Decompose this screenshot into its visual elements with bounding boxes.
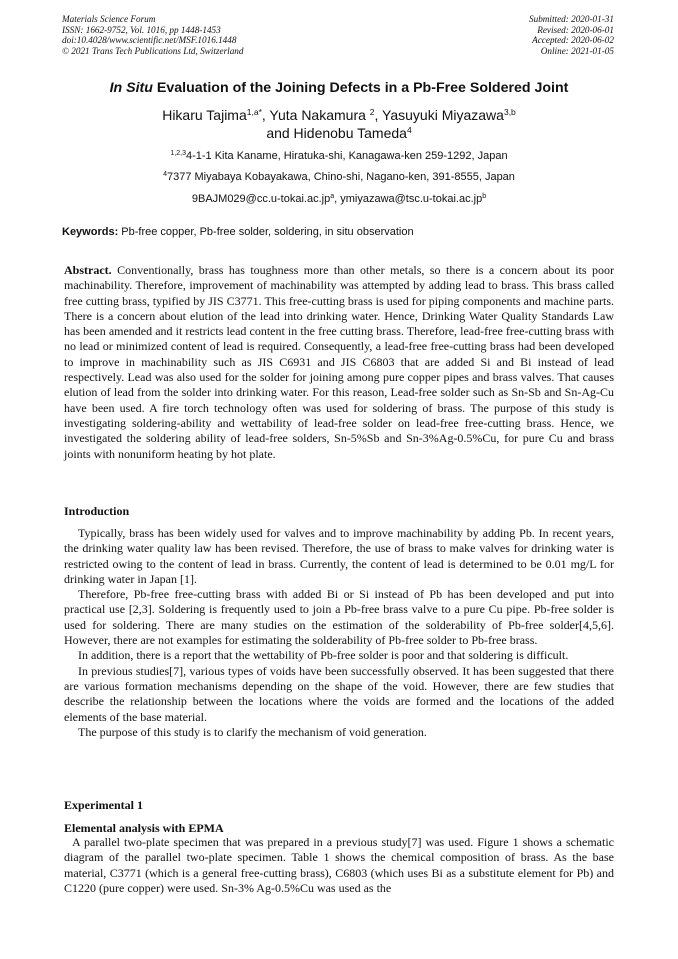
abstract [64, 263, 614, 462]
submitted-date: Submitted: 2020-01-31 [529, 14, 614, 24]
author-line-2 [40, 124, 638, 142]
affiliation-marker: 1,2,3 [170, 150, 186, 157]
keywords-text: Pb-free copper, Pb-free solder, soldering, in situ observation [118, 226, 414, 238]
affiliation-address: 4-1-1 Kita Kaname, Hiratuka-shi, Kanagawa-ken 259-1292, Japan [185, 150, 508, 162]
issn-line: ISSN: 1662-9752, Vol. 1016, pp 1448-1453 [62, 24, 221, 35]
author-marker: 4 [406, 125, 412, 135]
paragraph: In previous studies[7], various types of voids have been successfully observed. It has been suggested that there are various formation mechanisms depending on the shape of the void. However, there are few studies that describe the relationship between the locations where the voids are formed and the locations of the added elements of the base material. [64, 663, 614, 724]
author-name: , Yasuyuki Miyazawa [374, 107, 504, 123]
paper-title [40, 80, 638, 96]
author-name: Hikaru Tajima [162, 107, 247, 123]
author-line-1 [40, 106, 638, 124]
email-link[interactable]: 9BAJM029@cc.u-tokai.ac.jp [191, 193, 331, 205]
paragraph: Therefore, Pb-free free-cutting brass with added Bi or Si instead of Pb has been developed and put into practical use [2,3]. Soldering is frequently used to join a Pb-free brass valve to a pure Cu pipe. Pb-free solder is used for soldering. There are many studies on the estimation of the solderability of Pb-free solder[4,5,6]. However, there are not examples for estimating the solderability of Pb-free solder to Pb-free brass. [64, 587, 614, 648]
affiliation-1 [40, 150, 638, 162]
paragraph: A parallel two-plate specimen that was prepared in a previous study[7] was used. Figure 1 shows a schematic diagram of the parallel two-plate specimen. Table 1 shows the chemical composition of brass. As the base material, C3771 (which is a general free-cutting brass), C6803 (which uses Bi as a substitute element for Pb) and C1220 (pure copper) were used. Sn-3% Ag-0.5%Cu was used as the [64, 835, 614, 895]
paragraph: Typically, brass has been widely used for valves and to improve machinability by adding Pb. In recent years, the drinking water quality law has been revised. Therefore, the use of brass to make valves for drinking water is restricted owing to the content of lead in brass. Currently, the content of lead is determined to be 0.01 mg/L for drinking water in Japan [1]. [64, 526, 614, 586]
paragraph: The purpose of this study is to clarify the mechanism of void generation. [78, 724, 427, 739]
accepted-date: Accepted: 2020-06-02 [532, 35, 614, 46]
title-italic-part: In Situ [109, 80, 153, 96]
submission-dates [529, 14, 614, 56]
introduction-body [64, 526, 614, 740]
paragraph: In addition, there is a report that the wettability of Pb-free solder is poor and that soldering is difficult. [78, 648, 569, 663]
abstract-label: Abstract. [64, 263, 112, 277]
epma-subheading: Elemental analysis with EPMA [64, 821, 224, 835]
affiliation-address: 7377 Miyabaya Kobayakawa, Chino-shi, Nagano-ken, 391-8555, Japan [166, 171, 515, 183]
doi-line[interactable]: doi:10.4028/www.scientific.net/MSF.1016.1448 [62, 35, 237, 46]
journal-name: Materials Science Forum [62, 14, 156, 24]
author-emails [40, 193, 638, 205]
author-name: , Yuta Nakamura [261, 107, 370, 123]
experimental-heading: Experimental 1 [64, 798, 143, 812]
online-date: Online: 2021-01-05 [540, 45, 614, 56]
email-marker: a [330, 193, 335, 200]
revised-date: Revised: 2020-06-01 [537, 24, 614, 35]
keywords-line [62, 226, 414, 238]
email-link[interactable]: , ymiyazawa@tsc.u-tokai.ac.jp [334, 193, 483, 205]
title-rest: Evaluation of the Joining Defects in a Pb-Free Soldered Joint [152, 80, 569, 96]
introduction-heading: Introduction [64, 504, 130, 518]
author-list [40, 106, 638, 142]
affiliation-2 [40, 171, 638, 183]
keywords-label: Keywords: [62, 226, 119, 238]
affiliation-marker: 4 [163, 171, 167, 178]
author-marker: 1,a* [246, 107, 262, 117]
email-marker: b [482, 193, 487, 200]
publication-info [62, 14, 243, 56]
experimental-body [64, 835, 614, 896]
author-marker: 3,b [503, 107, 516, 117]
author-marker: 2 [369, 107, 375, 117]
copyright-line: © 2021 Trans Tech Publications Ltd, Switzerland [62, 45, 244, 56]
abstract-text: Conventionally, brass has toughness more than other metals, so there is a concern about its poor machinability. Therefore, improvement of machinability was attempted by adding lead to brass. This brass called free cutting brass, typified by JIS C3771. This free-cutting brass is used for piping components and machine parts. There is a concern about elution of the lead into drinking water. Hence, Drinking Water Quality Standards Law has been amended and it restricts lead content in the free cutting brass. Therefore, lead-free free-cutting brass with no lead or minimized content of lead is required. Consequently, a lead-free free-cutting brass had been developed to improve in machinability such as JIS C6931 and JIS C6803 that are added Si and Bi instead of lead respectively. Lead was also used for the solder for joining among pure copper pipes and brass valves. That causes elution of lead from the solder into drinking water. For this reason, Lead-free solder such as Sn-Sb and Sn-Ag-Cu have been used. A fire torch technology often was used for soldering of brass. The purpose of this study is investigating soldering-ability and wettability of lead-free solder on lead-free free-cutting brass. Hence, we investigated the soldering ability of lead-free solders, Sn-5%Sb and Sn-3%Ag-0.5%Cu, for pure Cu and brass joints with nonuniform heating by hot plate. [64, 263, 614, 461]
author-name: and Hidenobu Tameda [266, 125, 407, 141]
